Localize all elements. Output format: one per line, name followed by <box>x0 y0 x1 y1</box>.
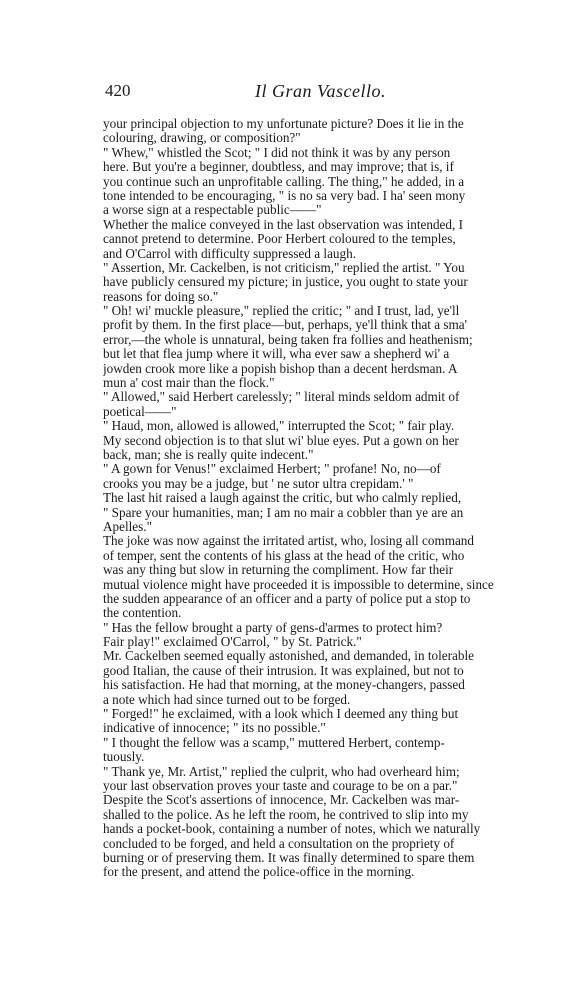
text-line: tone intended to be encouraging, " is no sa very bad. I ha' seen mony <box>103 188 466 203</box>
text-line: " Oh! wi' muckle pleasure," replied the critic; " and I trust, lad, ye'll <box>103 304 460 319</box>
text-line: " Haud, mon, allowed is allowed," interrupted the Scot; " fair play. <box>103 419 455 434</box>
page-number: 420 <box>105 81 131 100</box>
text-line: " Has the fellow brought a party of gens-d'armes to protect him? <box>103 620 443 635</box>
text-line: mutual violence might have proceeded it is impossible to determine, since <box>103 577 494 592</box>
text-line: of temper, sent the contents of his glass at the head of the critic, who <box>103 548 465 563</box>
text-line: here. But you're a beginner, doubtless, and may improve; that is, if <box>103 160 454 175</box>
text-line: but let that flea jump where it will, wha ever saw a shepherd wi' a <box>103 347 450 362</box>
text-line: Whether the malice conveyed in the last observation was intended, I <box>103 217 463 232</box>
text-line: mun a' cost mair than the flock." <box>103 376 275 391</box>
text-line: have publicly censured my picture; in justice, you ought to state your <box>103 275 468 290</box>
text-line: concluded to be forged, and held a consultation on the propriety of <box>103 836 455 851</box>
text-line: shalled to the police. As he left the room, he contrived to slip into my <box>103 807 469 822</box>
text-line: " Spare your humanities, man; I am no mair a cobbler than ye are an <box>103 505 464 520</box>
text-line: indicative of innocence; " its no possible." <box>103 721 326 736</box>
text-line: Fair play!" exclaimed O'Carrol, " by St. Patrick." <box>103 635 362 650</box>
text-line: burning or of preserving them. It was finally determined to spare them <box>103 850 475 865</box>
text-line: profit by them. In the first place—but, perhaps, ye'll think that a sma' <box>103 318 468 333</box>
text-line: for the present, and attend the police-office in the morning. <box>103 865 415 880</box>
text-line: " I thought the fellow was a scamp," muttered Herbert, contemp- <box>103 735 445 750</box>
text-line: the contention. <box>103 606 182 621</box>
running-title: Il Gran Vascello. <box>255 81 386 101</box>
text-line: a note which had since turned out to be forged. <box>103 692 351 707</box>
text-line: you continue such an unprofitable calling. The thing," he added, in a <box>103 174 465 189</box>
text-line: cannot pretend to determine. Poor Herbert coloured to the temples, <box>103 232 456 247</box>
text-line: was any thing but slow in returning the compliment. How far their <box>103 563 454 578</box>
text-line: " A gown for Venus!" exclaimed Herbert; " profane! No, no—of <box>103 462 441 477</box>
text-line: My second objection is to that slut wi' blue eyes. Put a gown on her <box>103 433 459 448</box>
running-head <box>105 80 473 102</box>
text-line: his satisfaction. He had that morning, at the money-changers, passed <box>103 678 465 693</box>
text-line: " Forged!" he exclaimed, with a look which I deemed any thing but <box>103 707 459 722</box>
text-line: good Italian, the cause of their intrusion. It was explained, but not to <box>103 663 464 678</box>
text-line: The last hit raised a laugh against the critic, but who calmly replied, <box>103 491 462 506</box>
text-line: your principal objection to my unfortunate picture? Does it lie in the <box>103 117 464 131</box>
text-line: tuously. <box>103 750 145 765</box>
text-line: " Thank ye, Mr. Artist," replied the culprit, who had overheard him; <box>103 764 460 779</box>
text-line: Apelles." <box>103 519 152 534</box>
text-line: " Whew," whistled the Scot; " I did not think it was by any person <box>103 145 451 160</box>
text-line: and O'Carrol with difficulty suppressed a laugh. <box>103 246 357 261</box>
text-line: error,—the whole is unnatural, being taken fra follies and heathenism; <box>103 332 473 347</box>
text-line: Mr. Cackelben seemed equally astonished, and demanded, in tolerable <box>103 649 474 664</box>
body-text <box>103 117 566 880</box>
text-line: hands a pocket-book, containing a number of notes, which we naturally <box>103 822 481 837</box>
text-line: The joke was now against the irritated artist, who, losing all command <box>103 534 474 549</box>
text-line: poetical——" <box>103 404 177 419</box>
text-line: a worse sign at a respectable public——" <box>103 203 322 218</box>
text-line: your last observation proves your taste and courage to be on a par." <box>103 778 458 793</box>
text-line: reasons for doing so." <box>103 289 219 304</box>
text-line: the sudden appearance of an officer and a party of police put a stop to <box>103 591 471 606</box>
text-line: " Allowed," said Herbert carelessly; " literal minds seldom admit of <box>103 390 460 405</box>
text-line: Despite the Scot's assertions of innocence, Mr. Cackelben was mar- <box>103 793 460 808</box>
text-line: colouring, drawing, or composition?" <box>103 131 301 146</box>
text-line: " Assertion, Mr. Cackelben, is not criticism," replied the artist. " You <box>103 260 465 275</box>
text-line: crooks you may be a judge, but ' ne sutor ultra crepidam.' " <box>103 476 414 491</box>
text-line: back, man; she is really quite indecent." <box>103 447 314 462</box>
text-line: jowden crook more like a popish bishop than a decent herdsman. A <box>103 361 458 376</box>
